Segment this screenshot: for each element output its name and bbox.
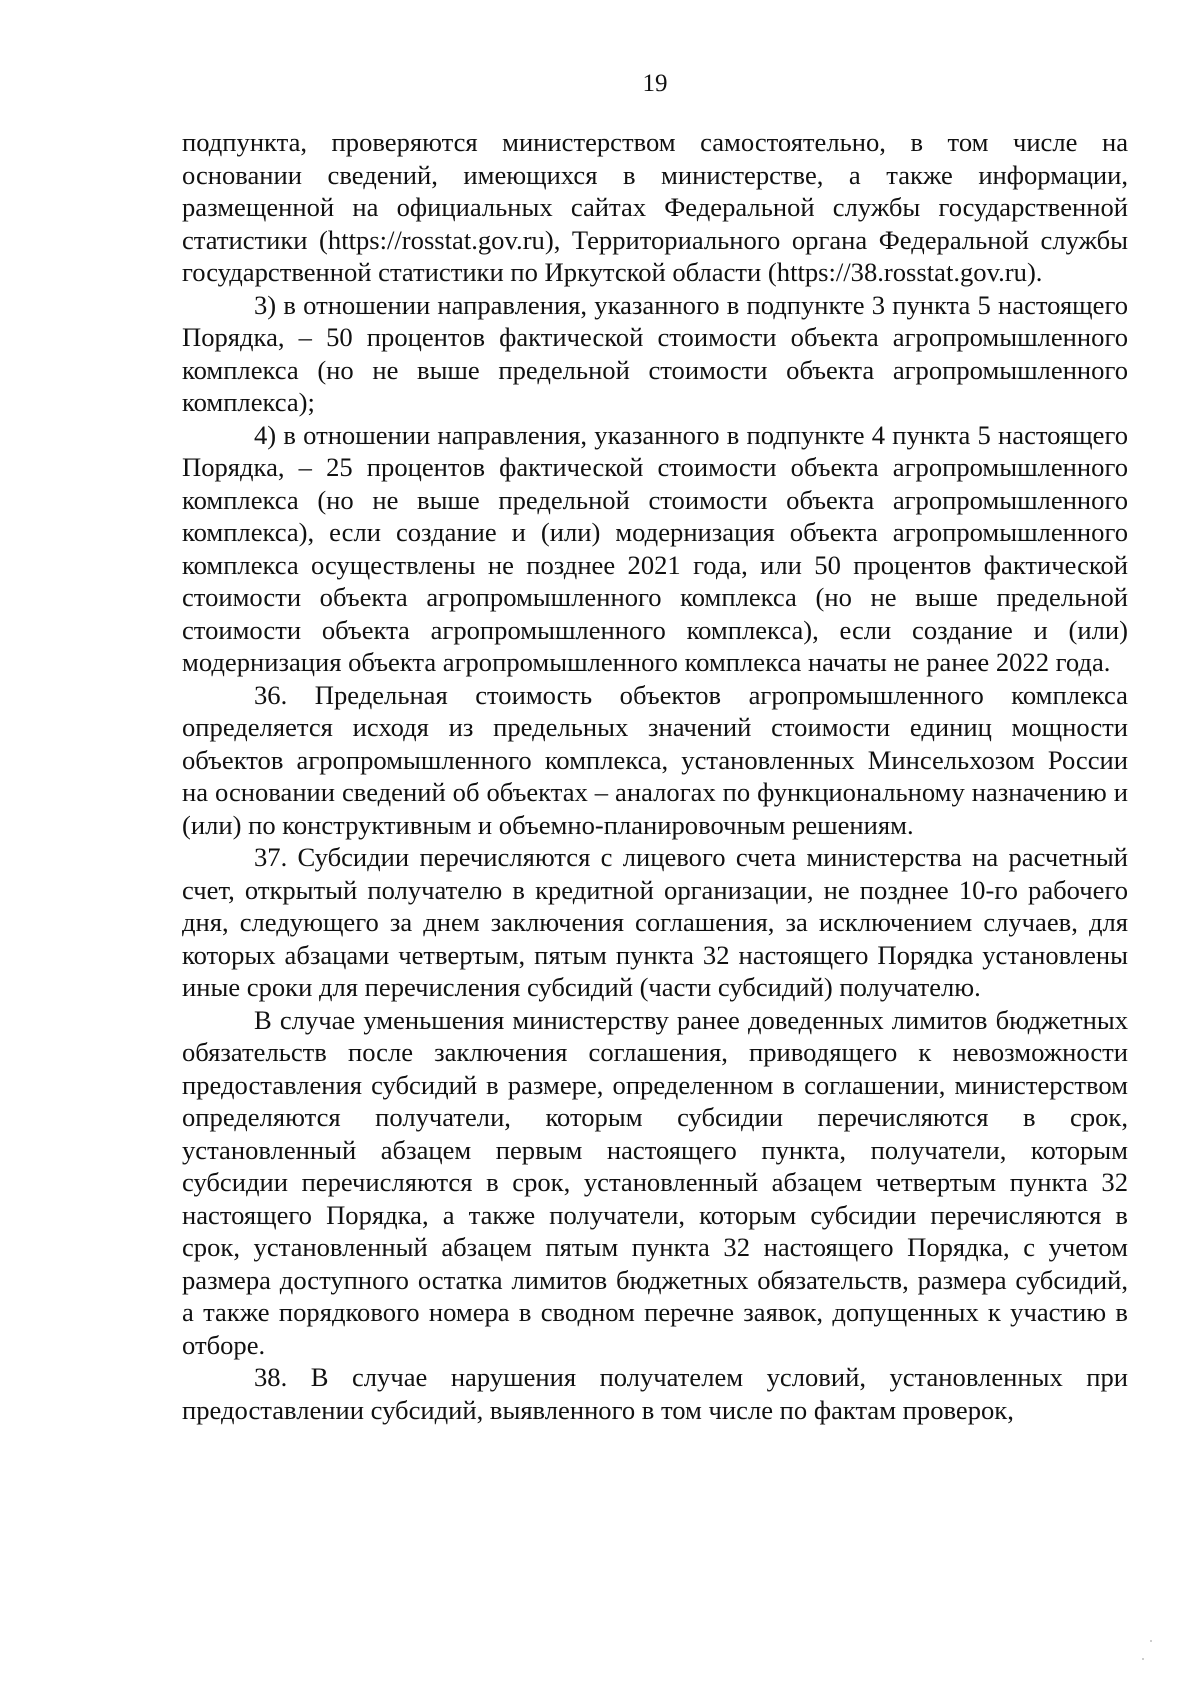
document-body	[182, 126, 1128, 1426]
scan-speck	[1150, 1640, 1152, 1642]
paragraph-item-4: 4) в отношении направления, указанного в подпункте 4 пункта 5 настоящего Порядка, – 25 процентов фактической стоимости объекта агропромышленного комплекса (но не выше предельной стоимости объекта агропромышленного комплекса), если создание и (или) модернизация объекта агропромышленного комплекса осуществлены не позднее 2021 года, или 50 процентов фактической стоимости объекта агропромышленного комплекса (но не выше предельной стоимости объекта агропромышленного комплекса), если создание и (или) модернизация объекта агропромышленного комплекса начаты не ранее 2022 года.	[182, 419, 1128, 677]
paragraph-clause-36: 36. Предельная стоимость объектов агропромышленного комплекса определяется исходя из предельных значений стоимости единиц мощности объектов агропромышленного комплекса, установленных Минсельхозом России на основании сведений об объектах – аналогах по функциональному назначению и (или) по конструктивным и объемно-планировочным решениям.	[182, 679, 1128, 840]
paragraph-item-3: 3) в отношении направления, указанного в подпункте 3 пункта 5 настоящего Порядка, – 50 процентов фактической стоимости объекта агропромышленного комплекса (но не выше предельной стоимости объекта агропромышленного комплекса);	[182, 289, 1128, 417]
page-number: 19	[642, 70, 668, 97]
paragraph-clause-38: 38. В случае нарушения получателем условий, установленных при предоставлении субсидий, выявленного в том числе по фактам проверок,	[182, 1362, 1128, 1425]
scan-speck	[1142, 1658, 1144, 1660]
paragraph-continuation: подпункта, проверяются министерством самостоятельно, в том числе на основании сведений, имеющихся в министерстве, а также информации, размещенной на официальных сайтах Федеральной службы государственной статистики (https://rosstat.gov.ru), Территориального органа Федеральной службы государственной статистики по Иркутской области (https://38.rosstat.gov.ru).	[182, 127, 1128, 287]
paragraph-clause-37: 37. Субсидии перечисляются с лицевого счета министерства на расчетный счет, открытый получателю в кредитной организации, не позднее 10-го рабочего дня, следующего за днем заключения соглашения, за исключением случаев, для которых абзацами четвертым, пятым пункта 32 настоящего Порядка установлены иные сроки для перечисления субсидий (части субсидий) получателю.	[182, 842, 1128, 1002]
paragraph-clause-37-continued: В случае уменьшения министерству ранее доведенных лимитов бюджетных обязательств после заключения соглашения, приводящего к невозможности предоставления субсидий в размере, определенном в соглашении, министерством определяются получатели, которым субсидии перечисляются в срок, установленный абзацем первым настоящего пункта, получатели, которым субсидии перечисляются в срок, установленный абзацем четвертым пункта 32 настоящего Порядка, а также получатели, которым субсидии перечисляются в срок, установленный абзацем пятым пункта 32 настоящего Порядка, с учетом размера доступного остатка лимитов бюджетных обязательств, размера субсидий, а также порядкового номера в сводном перечне заявок, допущенных к участию в отборе.	[182, 1004, 1128, 1360]
